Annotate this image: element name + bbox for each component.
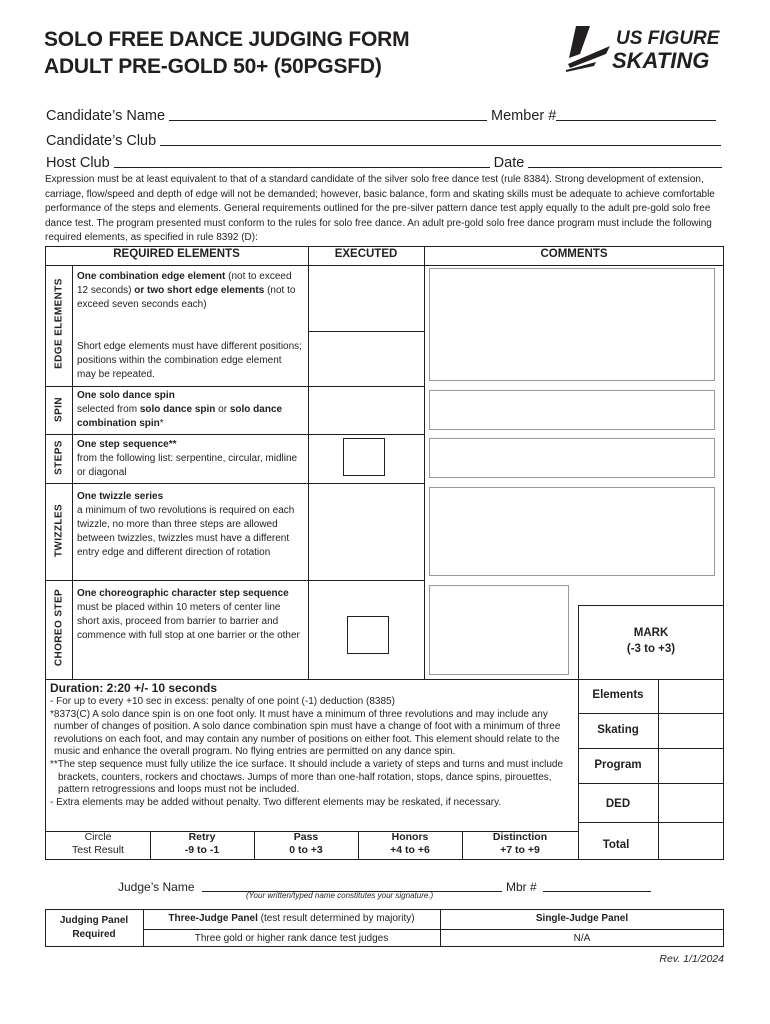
mark-elements-label: Elements [592,689,644,701]
category-edge-elements: EDGE ELEMENTS [53,278,65,369]
intro-paragraph: Expression must be at least equivalent to that of a standard candidate of the silver solo free dance test (rule 8384). Strong development of extension, carriage, flow/speed and depth of edge will not be demanded; however, basic balance, form and skating skills must be adequate to achieve comfortable performance of the steps and elements. General requirements outlined for the pre-silver pattern dance test apply equally to the adult pre-gold solo free dance test. The program presented must conform to the rules for solo free dance. An adult pre-gold solo free dance program must include the following required elements, as specified in rule 8392 (D): [45,174,715,244]
single-judge-panel-value: N/A [573,933,591,944]
mark-score-divider [658,680,659,860]
host-club-field[interactable] [114,167,490,168]
note-extra-elements: - Extra elements may be added without penalty. Two different elements may be reskated, if necessary. [50,796,502,808]
duration-title: Duration: 2:20 +/- 10 seconds [50,681,218,695]
member-label: Member # [491,108,557,124]
host-club-row [46,155,726,171]
edge-executed-split [308,331,424,332]
mark-label: MARK [633,627,669,639]
note-penalty: - For up to every +10 sec in excess: penalty of one point (-1) deduction (8385) [50,696,395,707]
mbr-field[interactable] [543,891,651,892]
category-divider [72,265,73,679]
three-judge-panel-value: Three gold or higher rank dance test judges [194,933,389,944]
logo-text-top: US FIGURE [616,28,720,49]
signature-note: (Your written/typed name constitutes your signature.) [246,891,434,900]
header-executed: EXECUTED [334,248,398,260]
choreo-step-text: One choreographic character step sequence must be placed within 10 meters of center line short axis, proceed from barrier to barrier and commence with full stop at one barrier or the other [77,588,300,641]
result-circle[interactable]: Circle Test Result [72,831,124,856]
header-required-elements: REQUIRED ELEMENTS [113,248,240,260]
three-judge-panel-header: Three-Judge Panel (test result determined by majority) [168,913,415,924]
panel-required-label: Judging Panel Required [59,915,129,940]
steps-text: One step sequence** from the following list: serpentine, circular, midline or diagonal [77,439,298,478]
judge-name-label: Judge’s Name [118,880,195,894]
twizzles-text: One twizzle series a minimum of two revolutions is required on each twizzle, no more than three steps are allowed between twizzles, twizzles must have a different entry edge and different direction of rotation [77,491,295,558]
mbr-label: Mbr # [506,880,537,894]
comment-box-choreo-step[interactable] [429,585,569,675]
skater-swoosh-icon [566,26,610,72]
duration-notes [50,696,575,809]
candidate-name-field[interactable] [169,120,487,121]
mark-sep-2 [578,748,724,749]
result-retry[interactable]: Retry -9 to -1 [184,831,220,856]
edge-elements-note: Short edge elements must have different positions; positions within the combination edge element may be repeated. [77,341,302,380]
member-field[interactable] [556,120,716,121]
choreo-executed-checkbox[interactable] [347,616,389,654]
row-divider-1 [45,386,424,387]
result-pass[interactable]: Pass 0 to +3 [289,831,323,856]
date-label: Date [493,155,525,171]
mark-sep-1 [578,713,724,714]
panel-row-sep [143,929,724,930]
note-spin-rule: *8373(C) A solo dance spin is on one foot only. It must have a minimum of three revolutions and may include any number of changes of position. A solo dance combination spin must have a change of foot with a minimum of three revolutions on each foot, and may contain any number of positions on either foot. This element should relate to the music and enhance the overall program. No flying entries are permitted on any dance spin. [50,708,561,758]
single-judge-panel-header: Single-Judge Panel [535,913,629,924]
us-figure-skating-logo [566,24,726,76]
mark-sep-3 [578,783,724,784]
mark-skating-label: Skating [597,724,639,736]
edge-elements-text: One combination edge element (not to exceed 12 seconds) or two short edge elements (not to exceed seven seconds each) [77,271,296,310]
category-choreo-step: CHOREO STEP [53,588,65,667]
logo-text-bottom: SKATING [612,48,710,73]
mark-sep-4 [578,822,724,823]
row-divider-4 [45,580,424,581]
candidate-name-row [46,108,726,124]
comment-box-steps[interactable] [429,438,715,478]
mark-program-input[interactable] [660,750,723,782]
executed-divider-right [424,246,425,679]
header-comments: COMMENTS [540,248,608,260]
comment-box-spin[interactable] [429,390,715,430]
result-distinction[interactable]: Distinction +7 to +9 [492,831,548,856]
title-line-2: ADULT PRE-GOLD 50+ (50PGSFD) [44,55,382,78]
mark-range: (-3 to +3) [626,643,676,655]
header-divider [45,265,724,266]
revision-date: Rev. 1/1/2024 [659,953,724,965]
mark-program-label: Program [594,759,642,771]
category-spin: SPIN [53,397,65,422]
category-steps: STEPS [53,440,65,475]
mark-ded-input[interactable] [660,785,723,821]
form-title [44,26,409,80]
candidate-club-field[interactable] [160,145,721,146]
executed-divider-left [308,246,309,679]
mark-total-label: Total [602,839,630,851]
row-divider-2 [45,434,424,435]
candidate-club-row [46,133,726,149]
spin-text: One solo dance spin selected from solo dance spin or solo dance combination spin* [77,390,283,429]
mark-elements-input[interactable] [660,681,723,712]
comment-box-edge-elements[interactable] [429,268,715,381]
title-line-1: SOLO FREE DANCE JUDGING FORM [44,28,410,51]
mark-skating-input[interactable] [660,715,723,747]
result-honors[interactable]: Honors +4 to +6 [390,831,430,856]
mark-ded-label: DED [605,798,631,810]
candidate-name-label: Candidate’s Name [46,108,166,124]
steps-executed-checkbox[interactable] [343,438,385,476]
row-divider-3 [45,483,424,484]
host-club-label: Host Club [46,155,110,171]
mark-total-input[interactable] [660,824,723,859]
comment-box-twizzles[interactable] [429,487,715,576]
category-twizzles: TWIZZLES [53,503,65,558]
date-field[interactable] [528,167,722,168]
note-step-sequence-rule: **The step sequence must fully utilize the ice surface. It should include a variety of steps and turns and must include brackets, counters, rockers and choctaws. Jumps of more than one-half rotation, stops, dance spins, pirouettes, pattern retrogressions and loops must not be included. [50,758,564,796]
candidate-club-label: Candidate’s Club [46,133,157,149]
